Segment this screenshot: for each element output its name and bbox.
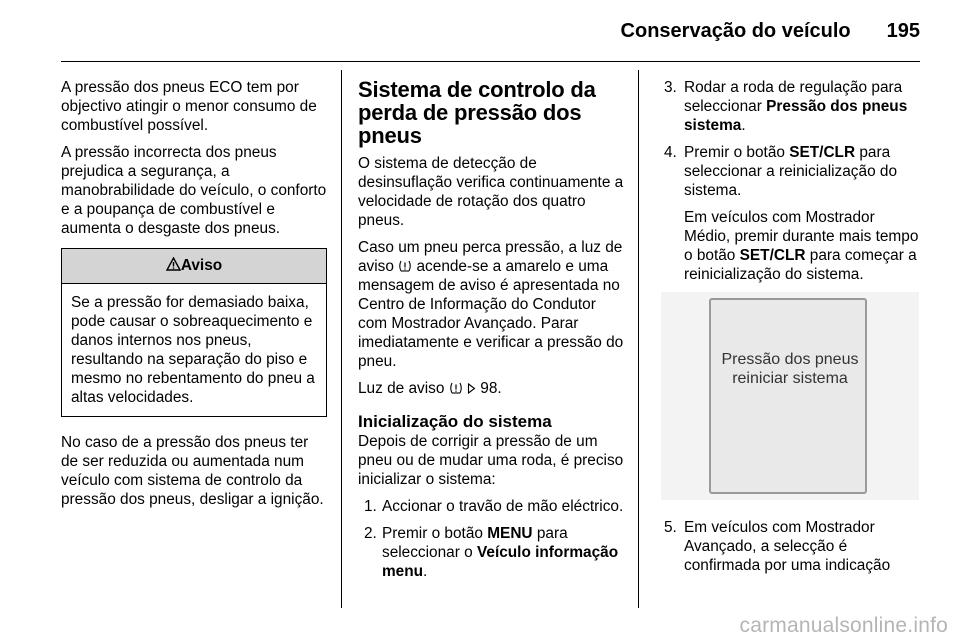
warning-box <box>61 248 327 417</box>
paragraph-warning-light-ref: Luz de aviso 98. <box>358 380 502 397</box>
header-rule <box>61 61 920 62</box>
display-illustration <box>661 292 919 500</box>
steps-list-2 <box>664 78 924 284</box>
subsection-heading: Inicialização do sistema <box>358 412 552 431</box>
paragraph-pressure-loss: Caso um pneu perca pressão, a luz de aviso acende-se a amarelo e uma mensagem de aviso é apresentada no Centro de Informação do Condutor com Mostrador Avançado. Parar imediatamente e verificar a pressão do pneu. <box>358 239 624 370</box>
column-1 <box>61 78 327 517</box>
section-heading: Sistema de controlo da perda de pressão dos pneus <box>358 77 596 148</box>
step-3: 3. Rodar a roda de regulação para seleccionar Pressão dos pneus sistema. <box>664 79 908 134</box>
column-divider-2 <box>638 70 639 608</box>
column-divider-1 <box>341 70 342 608</box>
steps-list-3 <box>664 518 924 575</box>
paragraph-eco-pressure: A pressão dos pneus ECO tem por objectivo atingir o menor consumo de combustível possível. <box>61 79 317 134</box>
paragraph-incorrect-pressure: A pressão incorrecta dos pneus prejudica a segurança, a manobrabilidade do veículo, o conforto e a poupança de combustível e aumenta o desgaste dos pneus. <box>61 144 327 237</box>
warning-triangle-icon <box>166 257 181 271</box>
paragraph-ignition: No caso de a pressão dos pneus ter de ser reduzida ou aumentada num veículo com sistema de controlo da pressão dos pneus, desligar a ignição. <box>61 434 324 508</box>
page-number: 195 <box>886 20 920 42</box>
tyre-pressure-warning-icon <box>398 259 412 273</box>
steps-list-1 <box>358 497 624 581</box>
step-1: 1. Accionar o travão de mão eléctrico. <box>364 498 624 515</box>
warning-body: Se a pressão for demasiado baixa, pode causar o sobreaquecimento e danos internos nos pneus, resultando na separação do piso e mesmo no rebentamento do pneu a altas velocidades. <box>71 294 315 406</box>
paragraph-detection-system: O sistema de detecção de desinsuflação verifica continuamente a velocidade de rotação dos quatro pneus. <box>358 155 624 229</box>
step-4-note: Em veículos com Mostrador Médio, premir durante mais tempo o botão SET/CLR para começar a reinicialização do sistema. <box>684 209 919 283</box>
paragraph-init-intro: Depois de corrigir a pressão de um pneu ou de mudar uma roda, é preciso inicializar o sistema: <box>358 433 624 488</box>
column-2 <box>358 78 624 589</box>
display-frame <box>709 298 867 494</box>
display-text: Pressão dos pneus reiniciar sistema <box>721 351 859 387</box>
tyre-pressure-warning-icon <box>449 381 463 395</box>
step-4: 4. Premir o botão SET/CLR para seleccionar a reinicialização do sistema. Em veículos com Mostrador Médio, premir durante mais tempo o botão SET/CLR para começar a reinicialização do sistema. <box>664 143 924 284</box>
page-title: Conservação do veículo <box>620 20 851 42</box>
step-2: 2. Premir o botão MENU para seleccionar o Veículo informação menu. <box>364 525 619 580</box>
warning-header <box>62 249 326 284</box>
page-header <box>621 20 920 43</box>
warning-title: Aviso <box>180 257 223 274</box>
page-reference-icon <box>467 383 476 394</box>
column-3 <box>664 78 924 583</box>
step-5: 5. Em veículos com Mostrador Avançado, a selecção é confirmada por uma indicação <box>664 519 891 574</box>
watermark: carmanualsonline.info <box>739 614 948 637</box>
